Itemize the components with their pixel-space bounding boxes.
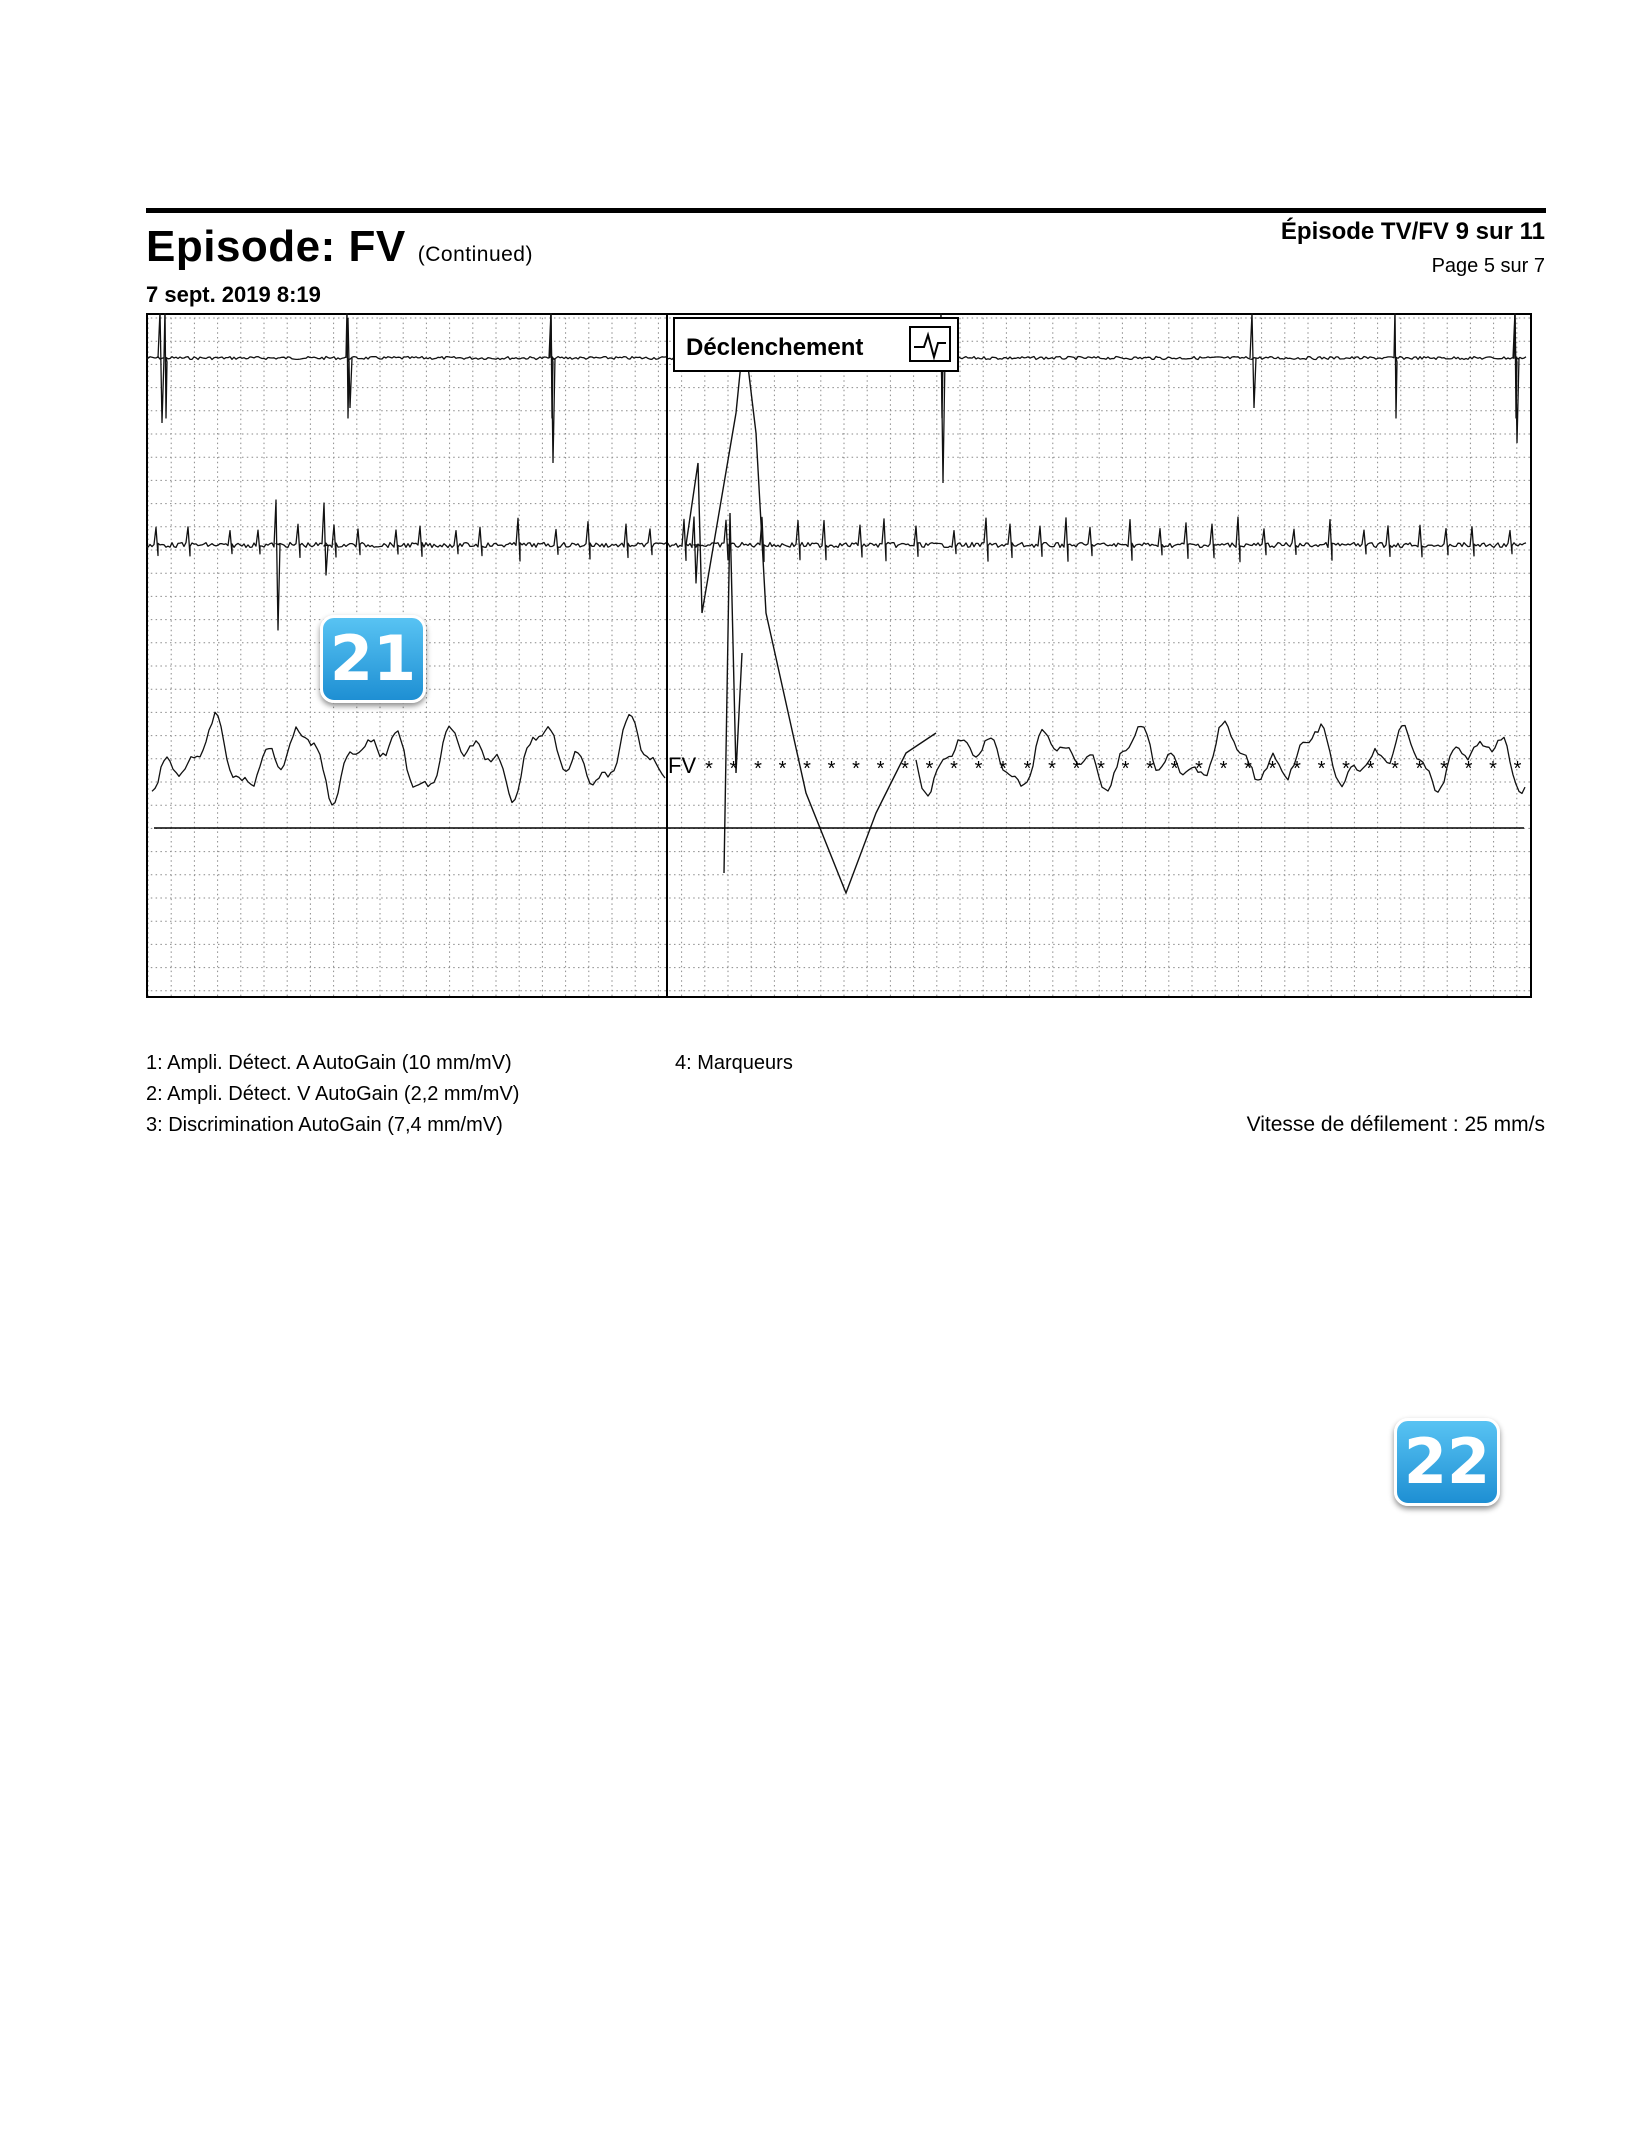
detection-star: *: [1440, 758, 1448, 780]
episode-datetime: 7 sept. 2019 8:19: [146, 282, 321, 307]
ventricular-egm-trace: [146, 500, 1526, 630]
episode-counter: Épisode TV/FV 9 sur 11: [1280, 218, 1545, 245]
detection-star: *: [778, 758, 787, 780]
detection-star: *: [925, 758, 934, 780]
scroll-speed: Vitesse de défilement : 25 mm/s: [1246, 1113, 1545, 1136]
detection-star: *: [705, 758, 713, 780]
artifact-spike: [724, 513, 742, 873]
fv-detection-label: FV: [668, 753, 697, 778]
episode-title: Episode: FV (Continued): [146, 222, 533, 271]
detection-star: *: [876, 758, 885, 780]
title-suffix: (Continued): [417, 243, 533, 266]
header-rule: [146, 208, 1546, 213]
detection-star: *: [950, 758, 958, 780]
detection-star: *: [803, 758, 811, 780]
atrial-spike: [1513, 313, 1519, 443]
detection-star: *: [1121, 758, 1130, 780]
shock-artifact-trace: [686, 333, 936, 893]
legend-channel-1: 1: Ampli. Détect. A AutoGain (10 mm/mV): [146, 1052, 512, 1074]
detection-star: *: [827, 758, 836, 780]
detection-star: *: [1268, 758, 1277, 780]
detection-star: *: [1048, 758, 1056, 780]
detection-star: *: [1415, 758, 1424, 780]
badge-22: 22: [1394, 1418, 1500, 1506]
badge-21: 21: [320, 615, 426, 703]
detection-star: *: [852, 758, 860, 780]
atrial-spike: [158, 313, 164, 423]
detection-star: *: [1464, 758, 1473, 780]
detection-star: *: [1195, 758, 1203, 780]
detection-star: *: [1170, 758, 1179, 780]
detection-star: *: [1097, 758, 1105, 780]
detection-star: *: [729, 758, 738, 780]
detection-star: *: [1293, 758, 1301, 780]
trigger-label: Déclenchement: [686, 334, 864, 361]
detection-star: *: [1342, 758, 1350, 780]
detection-star: *: [901, 758, 909, 780]
detection-star: *: [999, 758, 1007, 780]
detection-star: *: [1391, 758, 1399, 780]
atrial-spike: [1250, 313, 1256, 408]
detection-star: *: [974, 758, 983, 780]
detection-star: *: [1489, 758, 1497, 780]
detection-star: *: [1219, 758, 1228, 780]
ecg-strip-2-canvas: [146, 1155, 1532, 1840]
detection-star: *: [1072, 758, 1081, 780]
legend-channel-3: 3: Discrimination AutoGain (7,4 mm/mV): [146, 1114, 503, 1136]
ecg-strip-2: [146, 1155, 1532, 1840]
legend-channel-2: 2: Ampli. Détect. V AutoGain (2,2 mm/mV): [146, 1083, 520, 1105]
legend-channel-4: 4: Marqueurs: [675, 1052, 793, 1074]
detection-star: *: [1244, 758, 1252, 780]
detection-star: *: [1513, 758, 1522, 780]
detection-star: *: [1317, 758, 1326, 780]
detection-star: *: [754, 758, 762, 780]
page-counter: Page 5 sur 7: [1431, 255, 1545, 277]
detection-star: *: [1023, 758, 1032, 780]
detection-star: *: [1366, 758, 1375, 780]
detection-star: *: [1146, 758, 1154, 780]
